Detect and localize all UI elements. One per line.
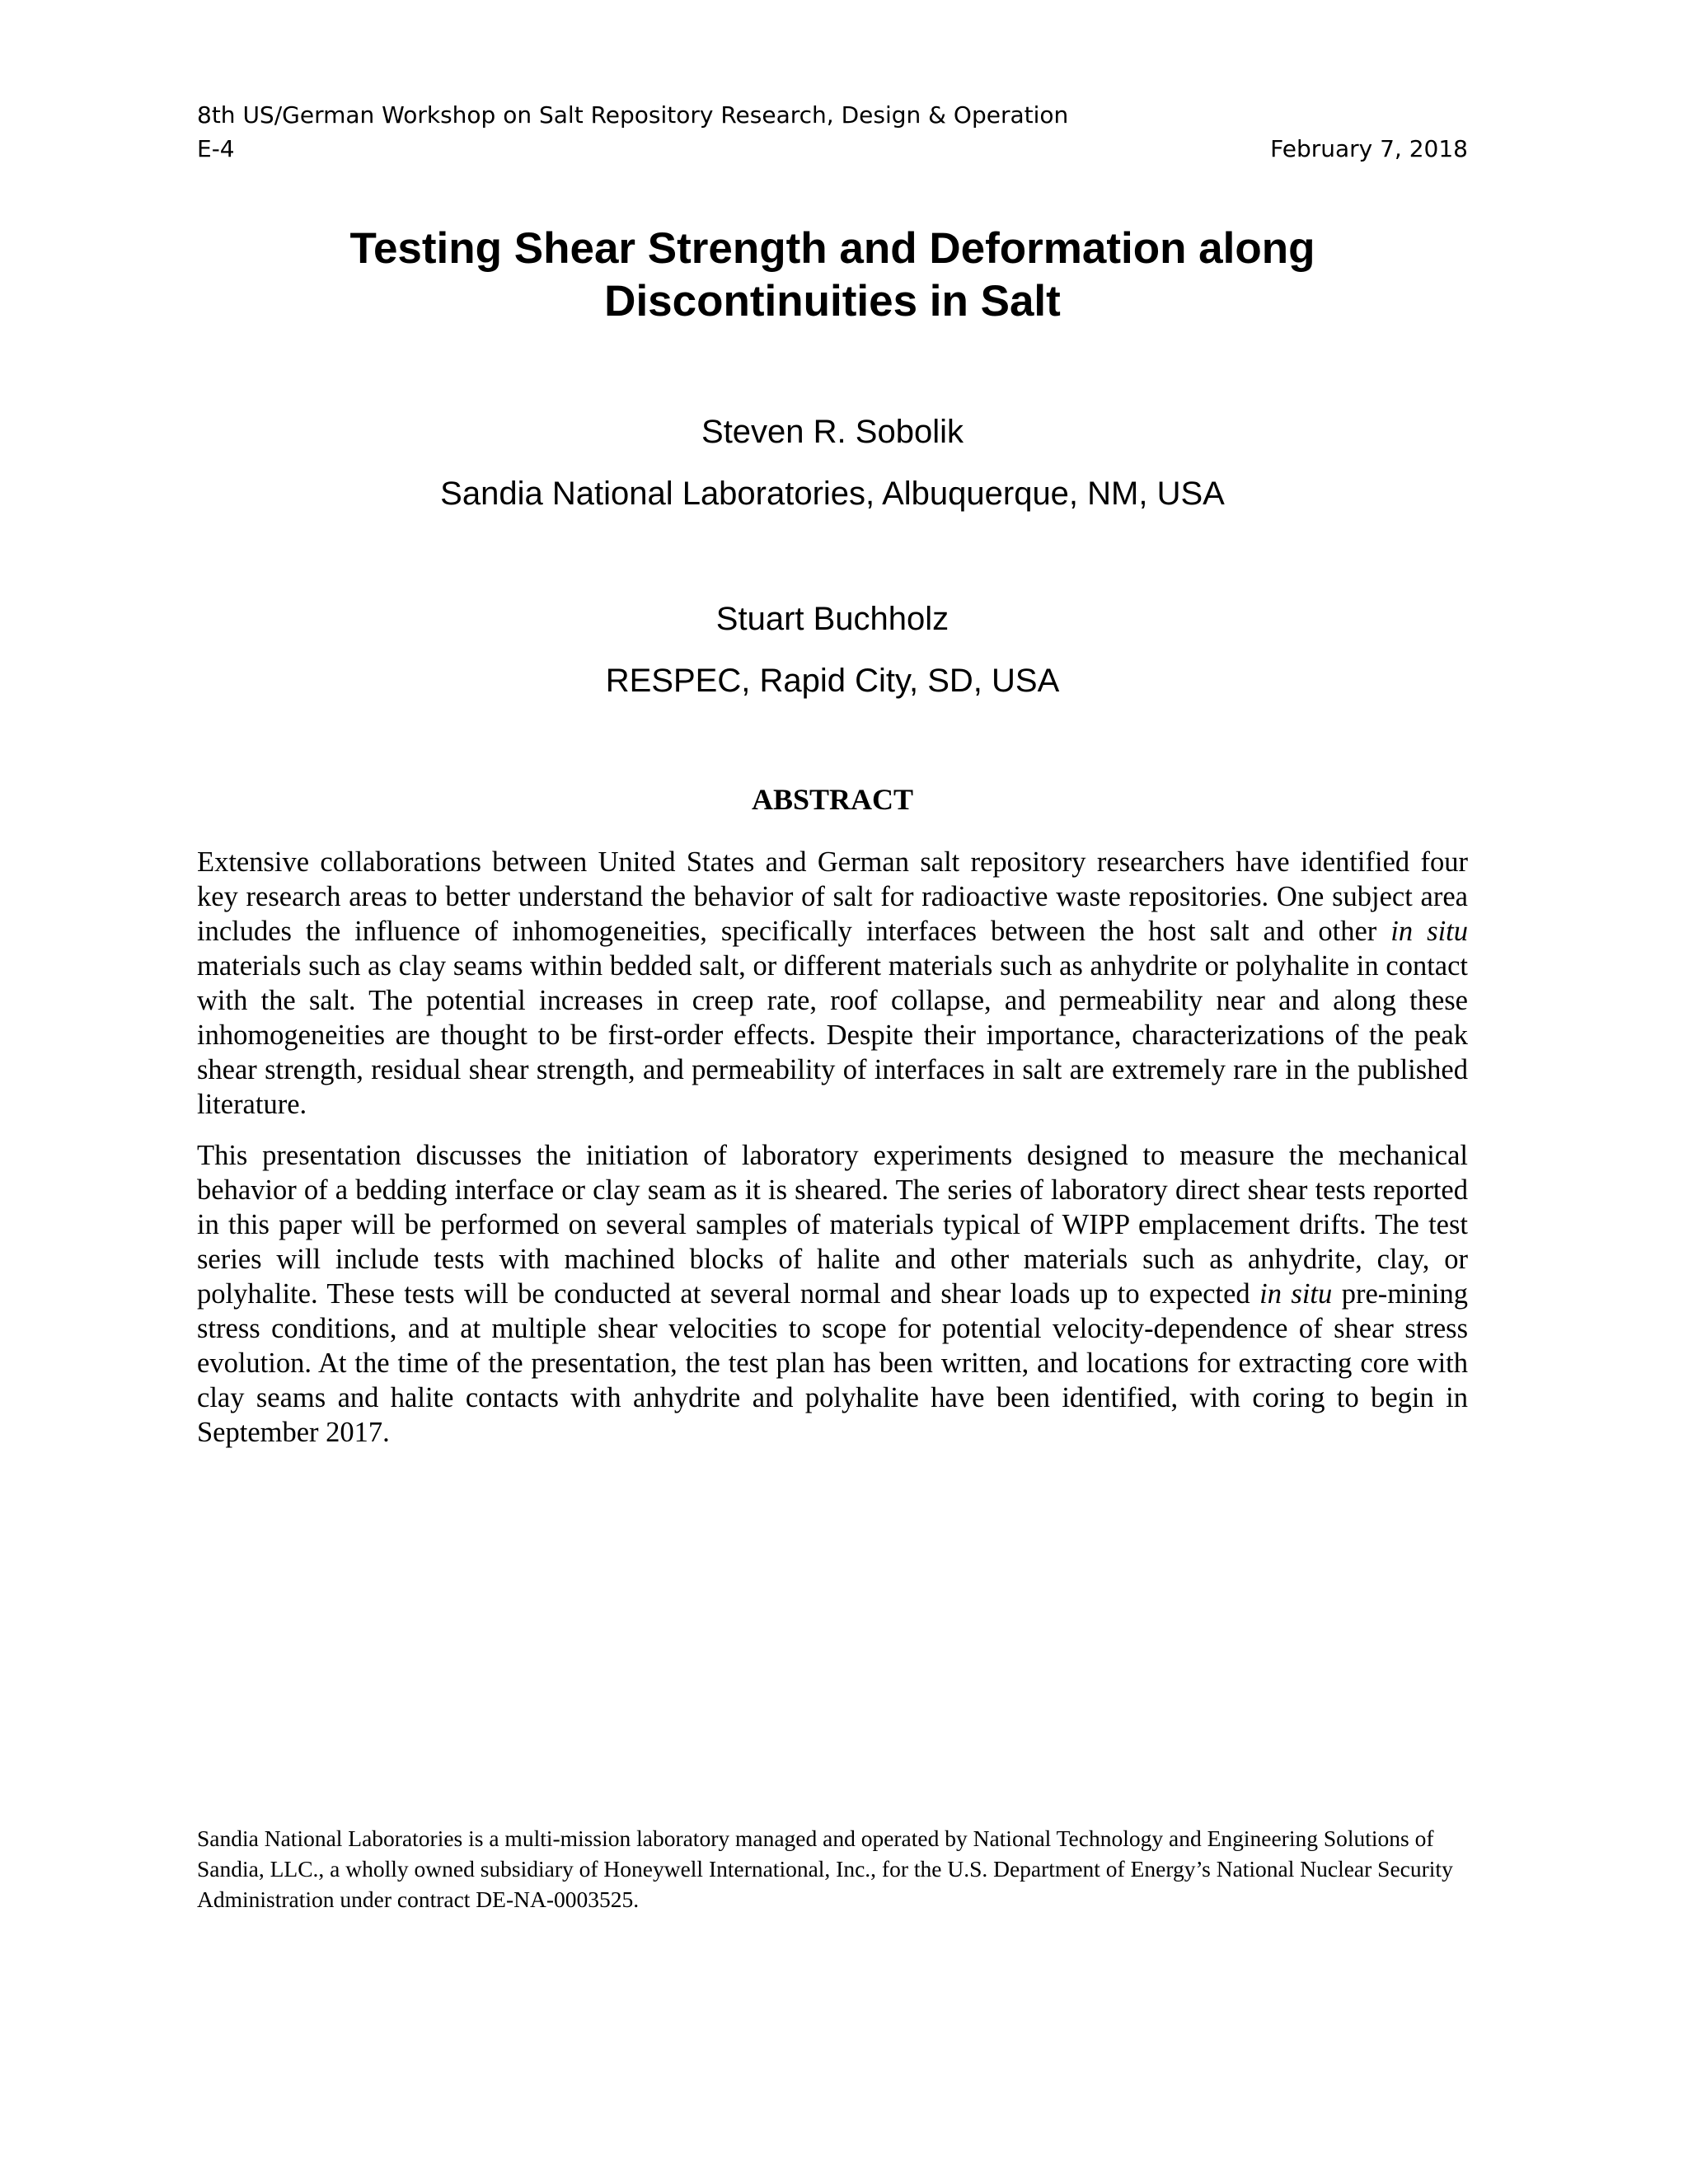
emphasis: in situ	[1259, 1278, 1333, 1310]
abstract-paragraph: This presentation discusses the initiation of laboratory experiments designed to measure the mechanical behavior of a bedding interface or clay seam as it is sheared. The series of laboratory direct shear tests reported in this paper will be performed on several samples of materials typical of WIPP emplacement drifts. The test series will include tests with machined blocks of halite and other materials such as anhydrite, clay, or polyhalite. These tests will be conducted at several normal and shear loads up to expected in situ pre-mining stress conditions, and at multiple shear velocities to scope for potential velocity-dependence of shear stress evolution. At the time of the presentation, the test plan has been written, and locations for extracting core with clay seams and halite contacts with anhydrite and polyhalite have been identified, with coring to begin in September 2017.	[197, 1140, 1469, 1448]
paper-title	[197, 223, 1468, 328]
workshop-header: 8th US/German Workshop on Salt Repository Research, Design & Operation	[197, 101, 1069, 129]
header-date: February 7, 2018	[1270, 135, 1468, 162]
emphasis: in situ	[1390, 916, 1468, 947]
abstract-heading: ABSTRACT	[751, 783, 914, 816]
author-name: Steven R. Sobolik	[701, 414, 964, 450]
funding-footnote: Sandia National Laboratories is a multi-mission laboratory managed and operated by National Technology and Engineering Solutions of Sandia, LLC., a wholly owned subsidiary of Honeywell International, Inc., for the U.S. Department of Energy’s National Nuclear Security Administration under contract DE-NA-0003525.	[197, 1825, 1453, 1912]
abstract-body	[197, 845, 1468, 1466]
abstract-paragraph: Extensive collaborations between United States and German salt repository researchers have identified four key research areas to better understand the behavior of salt for radioactive waste repositories. One subject area includes the influence of inhomogeneities, specifically interfaces between the host salt and other in situ materials such as clay seams within bedded salt, or different materials such as anhydrite or polyhalite in contact with the salt. The potential increases in creep rate, roof collapse, and permeability near and along these inhomogeneities are thought to be first-order effects. Despite their importance, characterizations of the peak shear strength, residual shear strength, and permeability of interfaces in salt are extremely rare in the published literature.	[197, 846, 1468, 1120]
document-code: E-4	[197, 135, 235, 162]
author-name: Stuart Buchholz	[715, 601, 950, 637]
author-affiliation: RESPEC, Rapid City, SD, USA	[605, 663, 1060, 699]
title-line-2: Discontinuities in Salt	[604, 277, 1061, 326]
title-line-1: Testing Shear Strength and Deformation along	[349, 224, 1315, 273]
author-affiliation: Sandia National Laboratories, Albuquerque, NM, USA	[440, 476, 1225, 512]
